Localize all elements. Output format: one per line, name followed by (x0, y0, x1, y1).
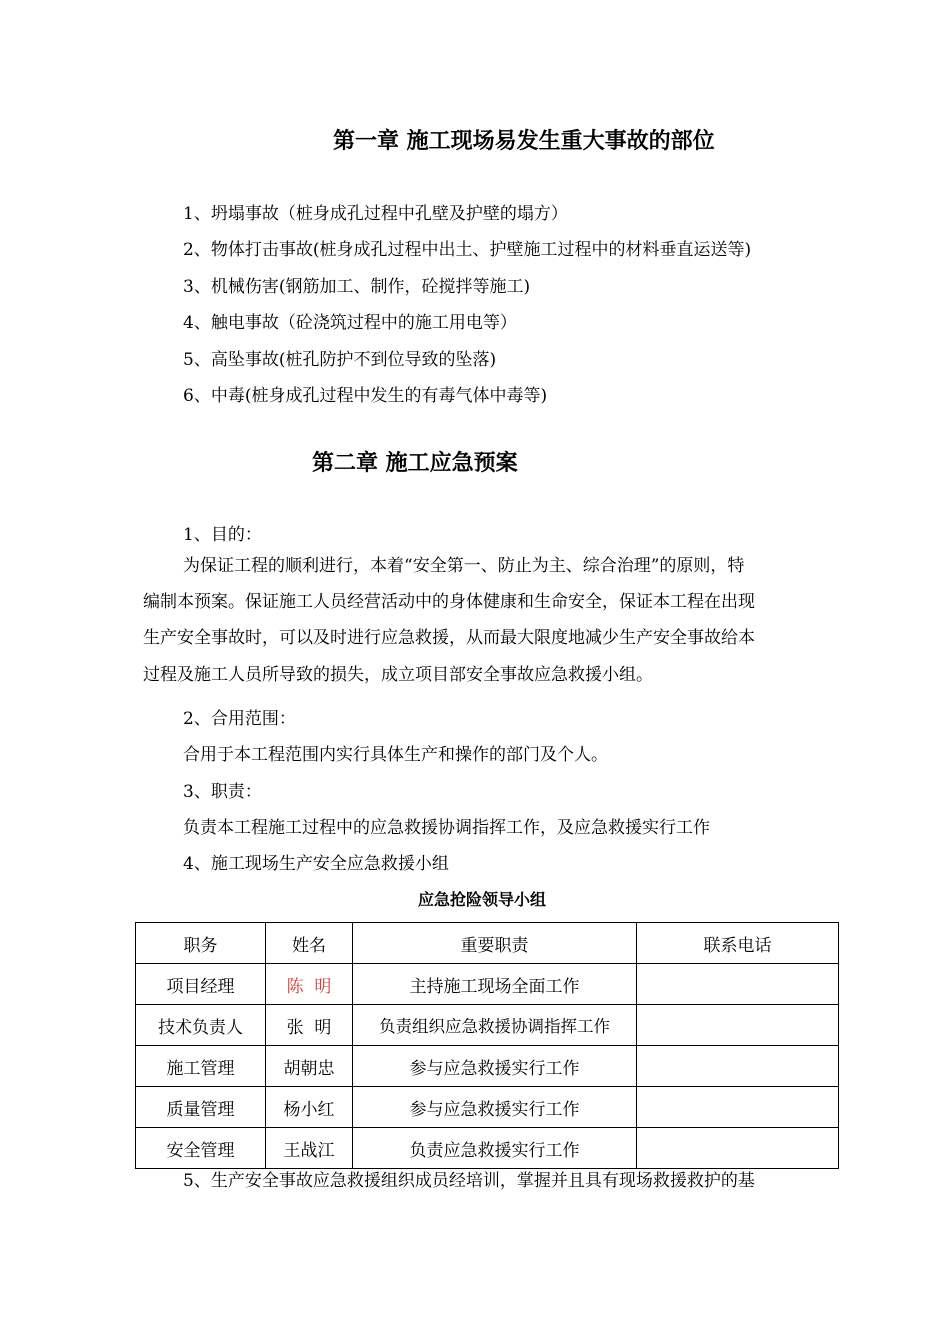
list-item: 6、中毒(桩身成孔过程中发生的有毒气体中毒等) (183, 386, 548, 406)
table-cell (637, 1046, 839, 1087)
list-item: 3、机械伤害(钢筋加工、制作，砼搅拌等施工) (183, 277, 531, 297)
section-1-heading: 1、目的： (183, 525, 262, 545)
table-row (136, 1087, 839, 1128)
table-cell (637, 1128, 839, 1169)
table-caption: 应急抢险领导小组 (418, 890, 547, 909)
table-cell (637, 1087, 839, 1128)
table-cell (637, 1005, 839, 1046)
paragraph-line: 生产安全事故时，可以及时进行应急救援，从而最大限度地减少生产安全事故给本 (143, 628, 755, 648)
table-cell (637, 964, 839, 1005)
header-cell: 重要职责 (353, 923, 637, 964)
section-2-heading: 2、合用范围： (183, 709, 296, 729)
emergency-team-table (135, 922, 839, 1169)
paragraph-line: 为保证工程的顺利进行，本着“安全第一、防止为主、综合治理”的原则，特 (183, 556, 745, 576)
list-item: 2、物体打击事故(桩身成孔过程中出土、护壁施工过程中的材料垂直运送等) (183, 240, 752, 260)
header-cell: 姓名 (266, 923, 353, 964)
section-2-text: 合用于本工程范围内实行具体生产和操作的部门及个人。 (183, 745, 608, 765)
section-5-text: 5、生产安全事故应急救援组织成员经培训，掌握并且具有现场救援救护的基 (183, 1171, 755, 1191)
header-cell: 联系电话 (637, 923, 839, 964)
table-row (136, 1046, 839, 1087)
table-cell: 参与应急救援实行工作 (353, 1046, 637, 1087)
table-cell: 质量管理 (136, 1087, 266, 1128)
table-cell: 项目经理 (136, 964, 266, 1005)
list-item: 5、高坠事故(桩孔防护不到位导致的坠落) (183, 350, 497, 370)
table-cell: 张 明 (266, 1005, 353, 1046)
table-cell: 技术负责人 (136, 1005, 266, 1046)
table-cell: 主持施工现场全面工作 (353, 964, 637, 1005)
table-cell: 胡朝忠 (266, 1046, 353, 1087)
table-row (136, 1005, 839, 1046)
list-item: 4、触电事故（砼浇筑过程中的施工用电等） (183, 313, 517, 333)
header-cell: 职务 (136, 923, 266, 964)
table-cell-name-highlighted: 陈 明 (266, 964, 353, 1005)
chapter-2-title: 第二章 施工应急预案 (312, 451, 518, 476)
table-cell: 施工管理 (136, 1046, 266, 1087)
table-cell: 王战江 (266, 1128, 353, 1169)
paragraph-line: 编制本预案。保证施工人员经营活动中的身体健康和生命安全，保证本工程在出现 (143, 592, 755, 612)
table-cell: 杨小红 (266, 1087, 353, 1128)
section-4-heading: 4、施工现场生产安全应急救援小组 (183, 854, 449, 874)
table-cell: 参与应急救援实行工作 (353, 1087, 637, 1128)
paragraph-line: 过程及施工人员所导致的损失，成立项目部安全事故应急救援小组。 (143, 665, 653, 685)
list-item: 1、坍塌事故（桩身成孔过程中孔壁及护壁的塌方） (183, 204, 568, 224)
table-cell: 安全管理 (136, 1128, 266, 1169)
chapter-1-title: 第一章 施工现场易发生重大事故的部位 (333, 129, 715, 154)
table-header-row (136, 923, 839, 964)
section-3-text: 负责本工程施工过程中的应急救援协调指挥工作，及应急救援实行工作 (183, 818, 710, 838)
section-3-heading: 3、职责： (183, 782, 262, 802)
table-row (136, 964, 839, 1005)
table-cell: 负责应急救援实行工作 (353, 1128, 637, 1169)
table-cell: 负责组织应急救援协调指挥工作 (353, 1005, 637, 1046)
table-row (136, 1128, 839, 1169)
